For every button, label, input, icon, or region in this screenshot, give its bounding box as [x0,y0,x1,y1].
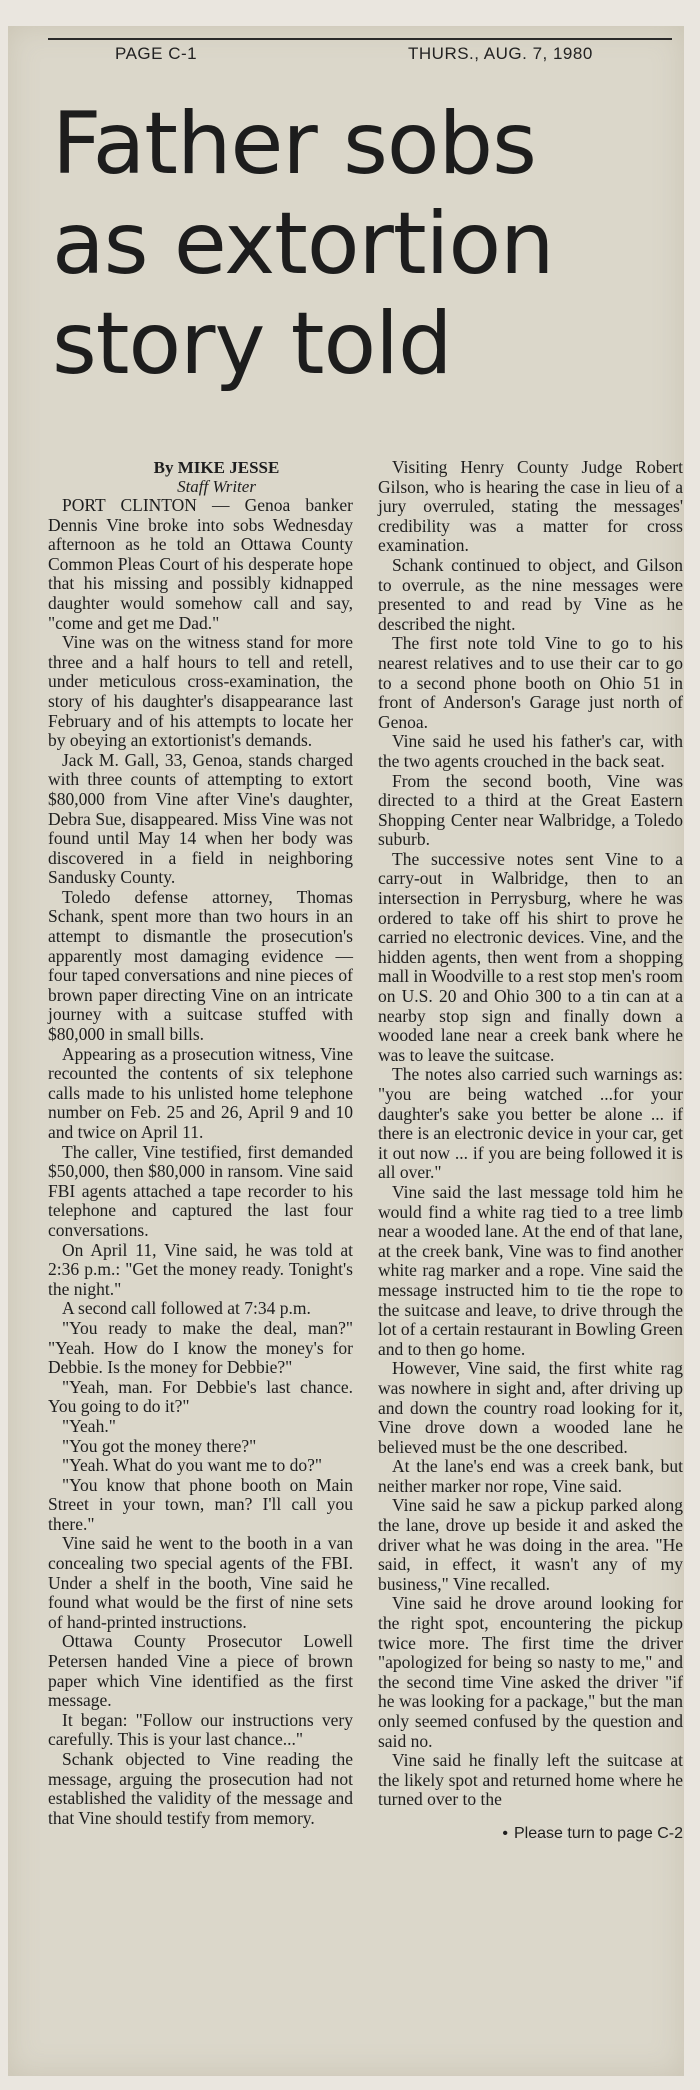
headline-line: Father sobs [52,94,536,194]
continuation-text: Please turn to page C-2 [514,1824,683,1842]
article-paragraph: However, Vine said, the first white rag was nowhere in sight and, after driving up and down the country road looking for it, Vine drove down a wooded lane he believed must be the one described. [378,1358,683,1457]
article-paragraph: Vine said he finally left the suitcase at the likely spot and returned home where he turned over to the [378,1750,683,1810]
article-paragraph: The caller, Vine testified, first demanded $50,000, then $80,000 in ransom. Vine said FBI agents attached a tape recorder to his telephone and captured the last four conversations. [48,1141,353,1240]
article-column-left [48,458,353,1828]
bullet-icon: • [502,1824,508,1842]
article-paragraph: Vine said he saw a pickup parked along the lane, drove up beside it and asked the driver what he was doing in the area. "He said, in effect, it wasn't any of my business," Vine recalled. [378,1495,683,1594]
article-paragraph: "Yeah." [62,1415,116,1436]
article-paragraph: Jack M. Gall, 33, Genoa, stands charged with three counts of attempting to extort $80,000 from Vine after Vine's daughter, Debra Sue, disappeared. Miss Vine was not found until May 14 when her body was discovered in a field in neighboring Sandusky County. [48,749,353,888]
top-rule [48,38,672,40]
article-paragraph: "You know that phone booth on Main Street in your town, man? I'll call you there." [48,1474,353,1534]
byline-title: Staff Writer [177,477,256,496]
article-paragraph: Vine said the last message told him he would find a white rag tied to a tree limb near a wooded lane. At the end of that lane, at the creek bank, Vine was to find another white rag marker and a rope. Vine said the message instructed him to tie the rope to the suitcase and leave, to drive through the lot of a certain restaurant in Bowling Green and to then go home. [378,1181,683,1359]
article-paragraph: Schank objected to Vine reading the message, arguing the prosecution had not established the validity of the message and that Vine should testify from memory. [48,1749,353,1828]
article-paragraph: At the lane's end was a creek bank, but neither marker nor rope, Vine said. [378,1456,683,1496]
article-paragraph: Toledo defense attorney, Thomas Schank, spent more than two hours in an attempt to dismantle the prosecution's apparently most damaging evidence — four taped conversations and nine pieces of brown paper directing Vine on an intricate journey with a suitcase stuffed with $80,000 in small bills. [48,886,353,1045]
headline-line: story told [52,294,452,394]
article-paragraph: It began: "Follow our instructions very carefully. This is your last chance..." [48,1709,353,1750]
article-paragraph: Vine said he drove around looking for the right spot, encountering the pickup twice more. The first time the driver "apologized for being so nasty to me," and the second time Vine asked the driver "if he was looking for a package," but the man only seemed confused by the question and said no. [378,1593,683,1751]
byline-author: By MIKE JESSE [153,458,280,477]
headline [52,94,692,394]
article-paragraph: The notes also carried such warnings as: "you are being watched ...for your daughter's sake you better be alone ... if there is an electronic device in your car, get it out now ... if you are being followed it is all over." [378,1064,683,1183]
article-paragraph: Appearing as a prosecution witness, Vine recounted the contents of six telephone calls made to his unlisted home telephone number on Feb. 25 and 26, April 9 and 10 and twice on April 11. [48,1043,353,1142]
article-paragraph: "You got the money there?" [62,1435,257,1456]
article-paragraph: From the second booth, Vine was directed to a third at the Great Eastern Shopping Center near Walbridge, a Toledo suburb. [378,770,683,850]
newspaper-clipping [8,26,684,2076]
article-paragraph: The first note told Vine to go to his nearest relatives and to use their car to go to a second phone booth on Ohio 51 in front of Anderson's Garage just north of Genoa. [378,633,683,732]
article-paragraph: Schank continued to object, and Gilson to overrule, as the nine messages were presented to and read by Vine as he described the night. [378,554,683,634]
continuation-note [378,1824,683,1844]
page-number: PAGE C-1 [115,44,198,63]
issue-date: THURS., AUG. 7, 1980 [408,44,593,63]
article-paragraph: Vine was on the witness stand for more three and a half hours to tell and retell, under meticulous cross-examination, the story of his daughter's disappearance last February and of his attempts to locate her by obeying an extortionist's demands. [48,632,353,751]
article-column-right [378,458,683,1844]
article-paragraph: The successive notes sent Vine to a carry-out in Walbridge, then to an intersection in Perrysburg, where he was ordered to take off his shirt to prove he carried no electronic devices. Vine, and the hidden agents, then went from a shopping mall in Woodville to a rest stop men's room on U.S. 20 and Ohio 300 to a tin can at a nearby stop sign and finally down a wooded lane near a creek bank where he was to leave the suitcase. [378,848,683,1065]
article-paragraph: Ottawa County Prosecutor Lowell Petersen handed Vine a piece of brown paper which Vine identified as the first message. [48,1631,353,1711]
article-paragraph: "You ready to make the deal, man?" "Yeah. How do I know the money's for Debbie. Is the money for Debbie?" [48,1317,353,1378]
article-paragraph: Visiting Henry County Judge Robert Gilson, who is hearing the case in lieu of a jury overruled, stating the messages' credibility was a matter for cross examination. [378,457,683,556]
article-paragraph: Vine said he went to the booth in a van concealing two special agents of the FBI. Under a shelf in the booth, Vine said he found what would be the first of nine sets of hand-printed instructions. [48,1533,353,1632]
headline-line: as extortion [52,194,554,294]
article-paragraph: PORT CLINTON — Genoa banker Dennis Vine broke into sobs Wednesday afternoon as he told an Ottawa County Common Pleas Court of his desperate hope that his missing and possibly kidnapped daughter would somehow call and say, "come and get me Dad." [48,495,353,633]
article-paragraph: Vine said he used his father's car, with the two agents crouched in the back seat. [378,731,683,771]
article-paragraph: "Yeah. What do you want me to do?" [62,1455,323,1476]
article-paragraph: On April 11, Vine said, he was told at 2:36 p.m.: "Get the money ready. Tonight's the night." [48,1239,353,1299]
article-paragraph: "Yeah, man. For Debbie's last chance. You going to do it?" [48,1376,353,1417]
article-paragraph: A second call followed at 7:34 p.m. [62,1298,311,1319]
